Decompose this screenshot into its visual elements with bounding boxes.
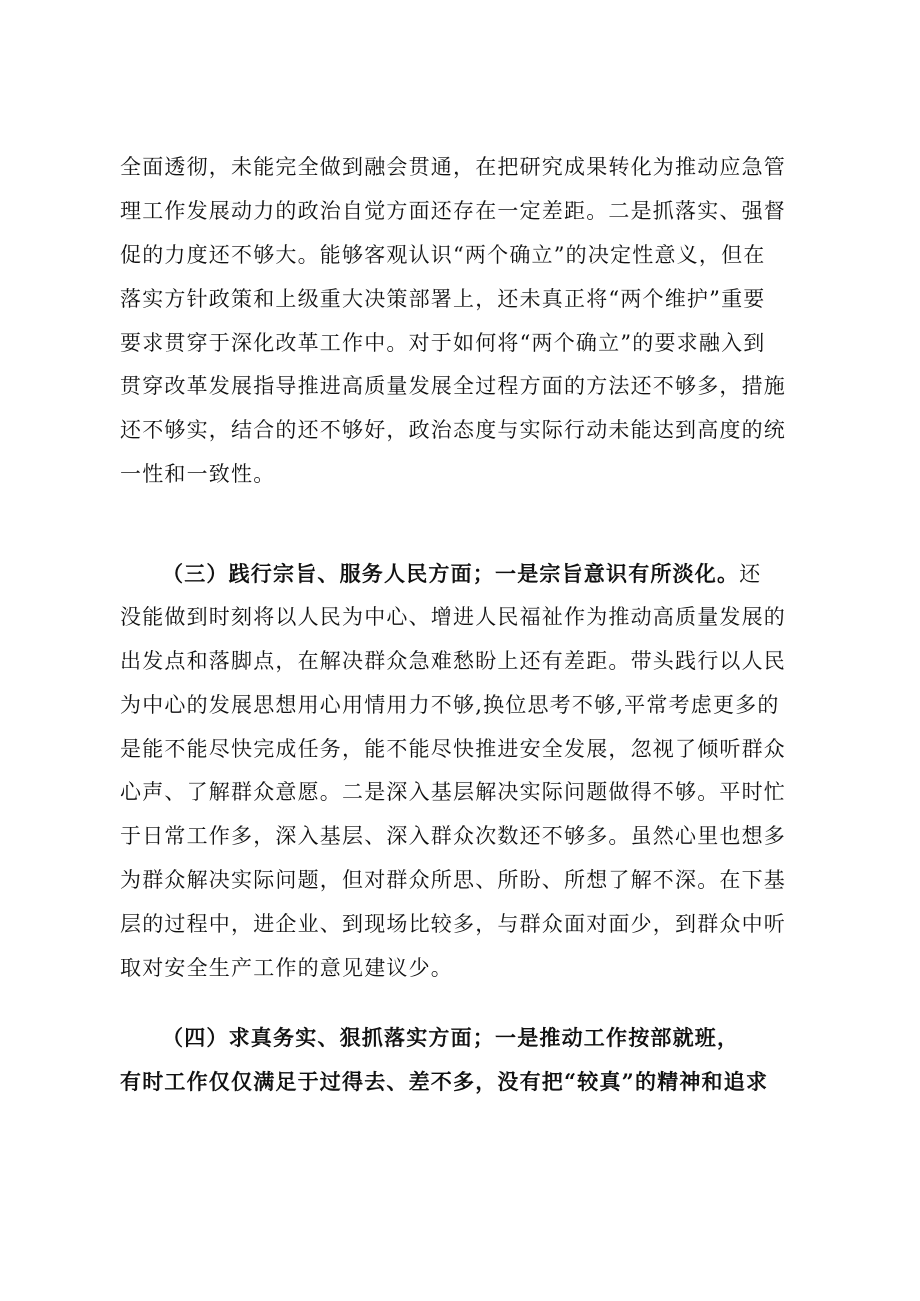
paragraph-seek-truth: [120, 1016, 820, 1104]
text-line: 没能做到时刻将以人民为中心、增进人民福祉作为推动高质量发展的: [120, 604, 786, 629]
paragraph-serve-people: [120, 552, 820, 991]
text-line: 是能不能尽快完成任务，能不能尽快推进安全发展，忽视了倾听群众: [120, 736, 786, 761]
section-heading-three: （三）践行宗旨、服务人民方面；一是宗旨意识有所淡化。: [162, 561, 740, 586]
text-line: 心声、了解群众意愿。二是深入基层解决实际问题做得不够。平时忙: [120, 780, 786, 805]
text-line: 要求贯穿于深化改革工作中。对于如何将“两个确立”的要求融入到: [120, 330, 766, 355]
heading-line: [120, 552, 820, 596]
text-line: 还不够实，结合的还不够好，政治态度与实际行动未能达到高度的统: [120, 418, 786, 443]
text-line: 贯穿改革发展指导推进高质量发展全过程方面的方法还不够多，措施: [120, 374, 786, 399]
text-line: 促的力度还不够大。能够客观认识“两个确立”的决定性意义，但在: [120, 242, 766, 267]
text-line: 落实方针政策和上级重大决策部署上，还未真正将“两个维护”重要: [120, 286, 766, 311]
text-line: 于日常工作多，深入基层、深入群众次数还不够多。虽然心里也想多: [120, 824, 786, 849]
text-line: 一性和一致性。: [120, 462, 276, 487]
text-line: 全面透彻，未能完全做到融会贯通，在把研究成果转化为推动应急管: [120, 155, 786, 179]
text-line: 取对安全生产工作的意见建议少。: [120, 956, 453, 981]
section-heading-four: （四）求真务实、狠抓落实方面；一是推动工作按部就班，: [162, 1025, 740, 1050]
heading-line-rest: 还: [739, 562, 762, 586]
text-line: 有时工作仅仅满足于过得去、差不多，没有把“较真”的精神和追求: [120, 1068, 769, 1094]
paragraph-political-commitment: [120, 146, 820, 497]
text-line: 为群众解决实际问题，但对群众所思、所盼、所想了解不深。在下基: [120, 868, 786, 893]
text-line: 理工作发展动力的政治自觉方面还存在一定差距。二是抓落实、强督: [120, 198, 786, 223]
text-line: 为中心的发展思想用心用情用力不够,换位思考不够,平常考虑更多的: [120, 692, 780, 717]
text-line: 层的过程中，进企业、到现场比较多，与群众面对面少，到群众中听: [120, 912, 786, 937]
text-line: 出发点和落脚点，在解决群众急难愁盼上还有差距。带头践行以人民: [120, 648, 786, 673]
